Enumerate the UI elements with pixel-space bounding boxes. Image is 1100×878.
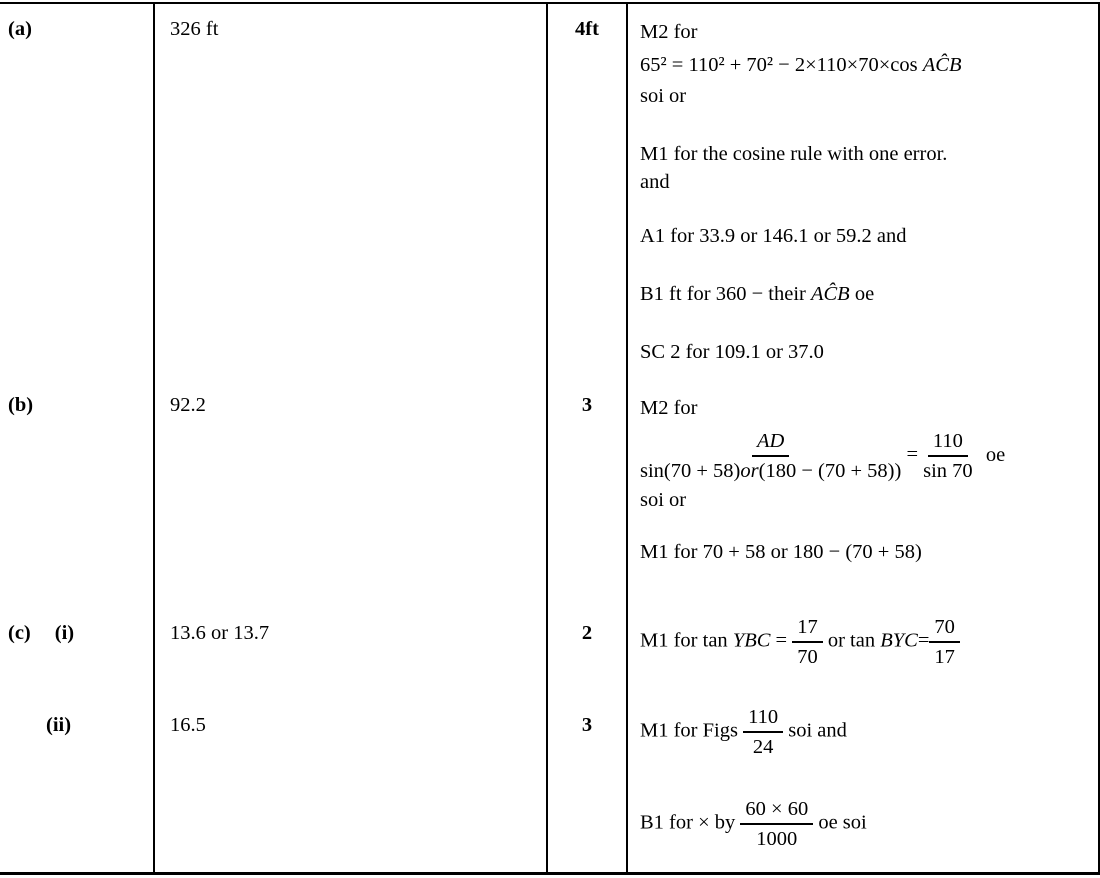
row-b-comment-cell (628, 387, 1098, 614)
fraction-denominator-70: 70 (797, 646, 818, 668)
row-cii-marks-cell (548, 704, 628, 872)
answer-cii: 16.5 (170, 714, 206, 736)
den-sin-part: sin(70 + 58) (640, 460, 741, 482)
comment-a-a1-line: A1 for 33.9 or 146.1 or 59.2 and (640, 225, 907, 247)
b1-angle: AĈB (810, 283, 850, 305)
marks-cii: 3 (581, 714, 593, 736)
part-label-a: (a) (8, 18, 32, 40)
comment-a-m1-line2: and (640, 171, 670, 193)
row-ci-marks-cell (548, 614, 628, 704)
row-b-answer-cell (155, 387, 548, 614)
row-ci-answer-cell (155, 614, 548, 704)
figs-post: soi and (788, 719, 847, 742)
tan-angle-byc: BYC (880, 629, 918, 652)
cosine-formula-text: 65² = 110² + 70² − 2×110×70×cos (640, 54, 923, 76)
fraction-denominator-1000: 1000 (756, 828, 798, 850)
row-a-answer-cell (155, 4, 548, 387)
part-label-ci: (i) (54, 622, 75, 644)
part-label-cii: (ii) (46, 714, 72, 736)
comment-a-b1-line (640, 280, 1092, 308)
answer-b: 92.2 (170, 394, 206, 416)
b1-multiply-line (640, 796, 1092, 852)
sine-rule-equation (640, 428, 1092, 484)
fraction-ad-over-sins (640, 428, 901, 484)
figs-pre: M1 for Figs (640, 719, 738, 742)
fraction-numerator-17: 17 (792, 614, 823, 643)
b1-multiply-post: oe soi (818, 811, 867, 834)
cosine-formula-angle: AĈB (922, 54, 962, 76)
comment-a-cosine-formula (640, 48, 1092, 82)
row-a-part-cell (0, 4, 155, 387)
den-paren-part: (180 − (70 + 58)) (758, 460, 902, 482)
fraction-numerator-ad: AD (752, 428, 789, 457)
tan-equation-line (640, 614, 1092, 670)
fraction-110-over-sin70 (923, 428, 973, 484)
tan-angle-ybc: YBC (732, 629, 771, 652)
comment-a-sc-line: SC 2 for 109.1 or 37.0 (640, 341, 824, 363)
row-cii-answer-cell (155, 704, 548, 872)
fraction-numerator-70: 70 (929, 614, 960, 643)
comment-b-m2-label: M2 for (640, 397, 698, 419)
mark-scheme-table (0, 2, 1100, 875)
b1-text-post: oe (849, 283, 875, 305)
answer-ci: 13.6 or 13.7 (170, 622, 270, 644)
row-cii-part-cell (0, 704, 155, 872)
comment-a-m1-line1: M1 for the cosine rule with one error. (640, 143, 948, 165)
comment-b-m1-line: M1 for 70 + 58 or 180 − (70 + 58) (640, 541, 922, 563)
fraction-denominator-24: 24 (752, 736, 774, 758)
figs-line (640, 704, 1092, 760)
row-b-marks-cell (548, 387, 628, 614)
fraction-denominator-sin70: sin 70 (923, 460, 973, 482)
fraction-numerator-110: 110 (928, 428, 968, 457)
tan-equals-2: = (917, 629, 930, 652)
row-a-marks-cell (548, 4, 628, 387)
row-b-part-cell (0, 387, 155, 614)
fraction-70-over-17 (929, 614, 960, 670)
fraction-denominator-17: 17 (934, 646, 955, 668)
tan-equals-1: = (775, 629, 788, 652)
marks-a: 4ft (575, 18, 599, 40)
marks-b: 3 (581, 394, 593, 416)
answer-a: 326 ft (170, 18, 219, 40)
comment-a-soi-or: soi or (640, 85, 687, 107)
tan-pre: M1 for tan (640, 629, 728, 652)
row-a-comment-cell (628, 4, 1098, 387)
comment-b-soi-or: soi or (640, 489, 687, 511)
fraction-17-over-70 (792, 614, 823, 670)
row-ci-comment-cell (628, 614, 1098, 704)
fraction-110-over-24 (743, 704, 783, 760)
marks-ci: 2 (581, 622, 593, 644)
den-or-part: or (740, 460, 759, 482)
row-ci-part-cell (0, 614, 155, 704)
fraction-numerator-60x60: 60 × 60 (740, 796, 813, 825)
comment-a-m2-label: M2 for (640, 21, 698, 43)
b1-multiply-pre: B1 for × by (640, 811, 736, 834)
fraction-numerator-110b: 110 (743, 704, 783, 733)
fraction-60x60-over-1000 (740, 796, 813, 852)
part-label-c: (c) (8, 622, 31, 644)
equals-sign: = (906, 443, 918, 466)
fraction-denominator-sins (640, 457, 901, 484)
row-cii-comment-cell (628, 704, 1098, 872)
b1-text-pre: B1 ft for 360 − their (640, 283, 811, 305)
oe-label: oe (985, 443, 1006, 466)
tan-mid: or tan (827, 629, 876, 652)
part-label-b: (b) (8, 394, 34, 416)
